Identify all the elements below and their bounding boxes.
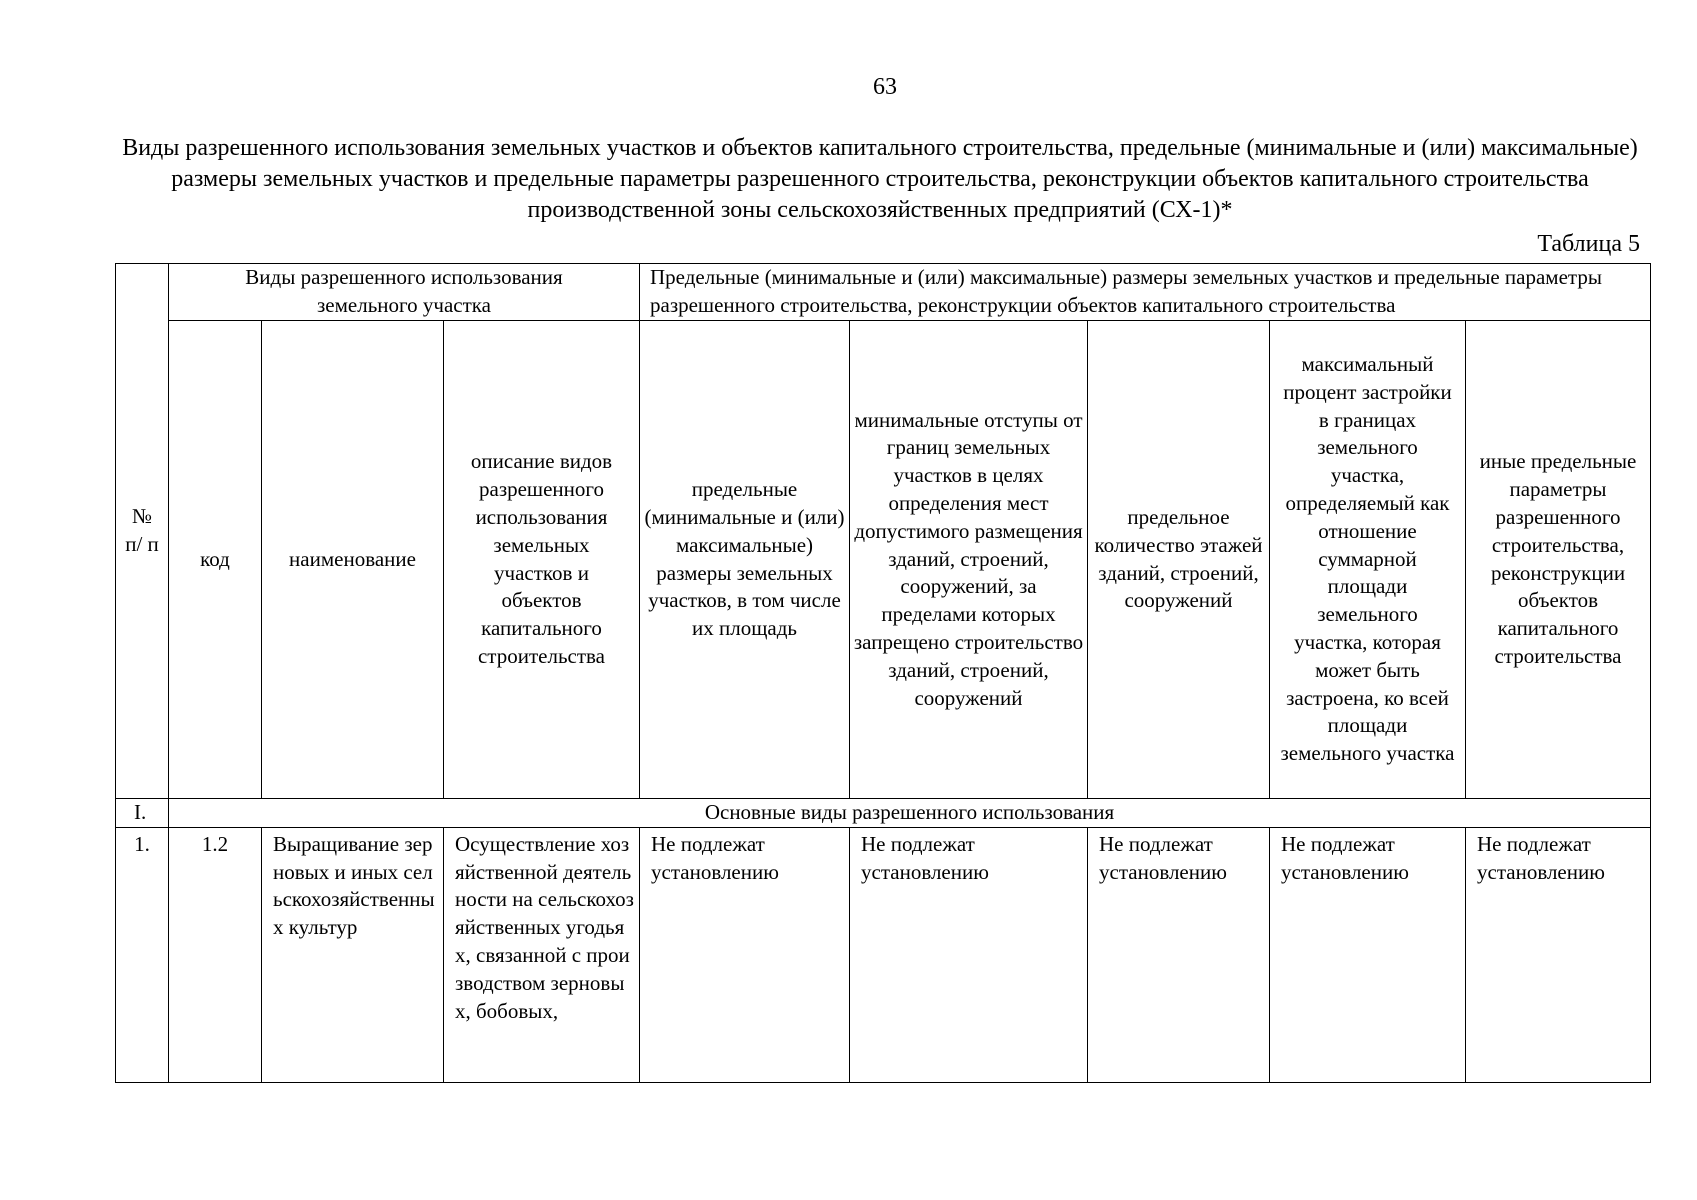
header-other: иные предельные параметры разрешенного строительства, реконструкции объектов капитального строительства bbox=[1466, 321, 1651, 799]
table-row bbox=[116, 827, 1651, 1082]
row-coverage: Не подлежат установлению bbox=[1270, 827, 1466, 1082]
row-num: 1. bbox=[116, 827, 169, 1082]
section-num: I. bbox=[116, 799, 169, 828]
table-caption: Таблица 5 bbox=[1537, 231, 1640, 257]
page-number: 63 bbox=[873, 74, 897, 100]
header-description: описание видов разрешенного использования земельных участков и объектов капитального строительства bbox=[444, 321, 640, 799]
header-code: код bbox=[169, 321, 262, 799]
header-coverage: максимальный процент застройки в границах земельного участка, определяемый как отношение суммарной площади земельного участка, которая может быть застроена, ко всей площади земельного участка bbox=[1270, 321, 1466, 799]
header-num: № п/ п bbox=[116, 264, 169, 799]
row-setbacks: Не подлежат установлению bbox=[850, 827, 1088, 1082]
row-sizes: Не подлежат установлению bbox=[640, 827, 850, 1082]
section-row bbox=[116, 799, 1651, 828]
zoning-table bbox=[115, 263, 1651, 1083]
row-other: Не подлежат установлению bbox=[1466, 827, 1651, 1082]
header-name: наименование bbox=[262, 321, 444, 799]
row-description: Осуществление хозяйственной деятельности на сельскохозяйственных угодьях, связанной с производством зерновых, бобовых, bbox=[444, 827, 640, 1082]
row-code: 1.2 bbox=[169, 827, 262, 1082]
header-group-limits: Предельные (минимальные и (или) максимальные) размеры земельных участков и предельные параметры разрешенного строительства, реконструкции объектов капитального строительства bbox=[640, 264, 1651, 321]
header-sizes: предельные (минимальные и (или) максимальные) размеры земельных участков, в том числе их площадь bbox=[640, 321, 850, 799]
row-name: Выращивание зерновых и иных сельскохозяйственных культур bbox=[262, 827, 444, 1082]
document-title: Виды разрешенного использования земельных участков и объектов капитального строительства, предельные (минимальные и (или) максимальные) размеры земельных участков и предельные параметры разрешенного строительства, реконструкции объектов капитального строительства производственной зоны сельскохозяйственных предприятий (СХ-1)* bbox=[122, 135, 1638, 223]
row-floors: Не подлежат установлению bbox=[1088, 827, 1270, 1082]
table-header-row-2 bbox=[116, 321, 1651, 799]
header-group-usage: Виды разрешенного использования земельного участка bbox=[169, 264, 640, 321]
table-header-row-1 bbox=[116, 264, 1651, 321]
header-floors: предельное количество этажей зданий, строений, сооружений bbox=[1088, 321, 1270, 799]
section-title: Основные виды разрешенного использования bbox=[169, 799, 1651, 828]
header-setbacks: минимальные отступы от границ земельных участков в целях определения мест допустимого размещения зданий, строений, сооружений, за пределами которых запрещено строительство зданий, строений, сооружений bbox=[850, 321, 1088, 799]
